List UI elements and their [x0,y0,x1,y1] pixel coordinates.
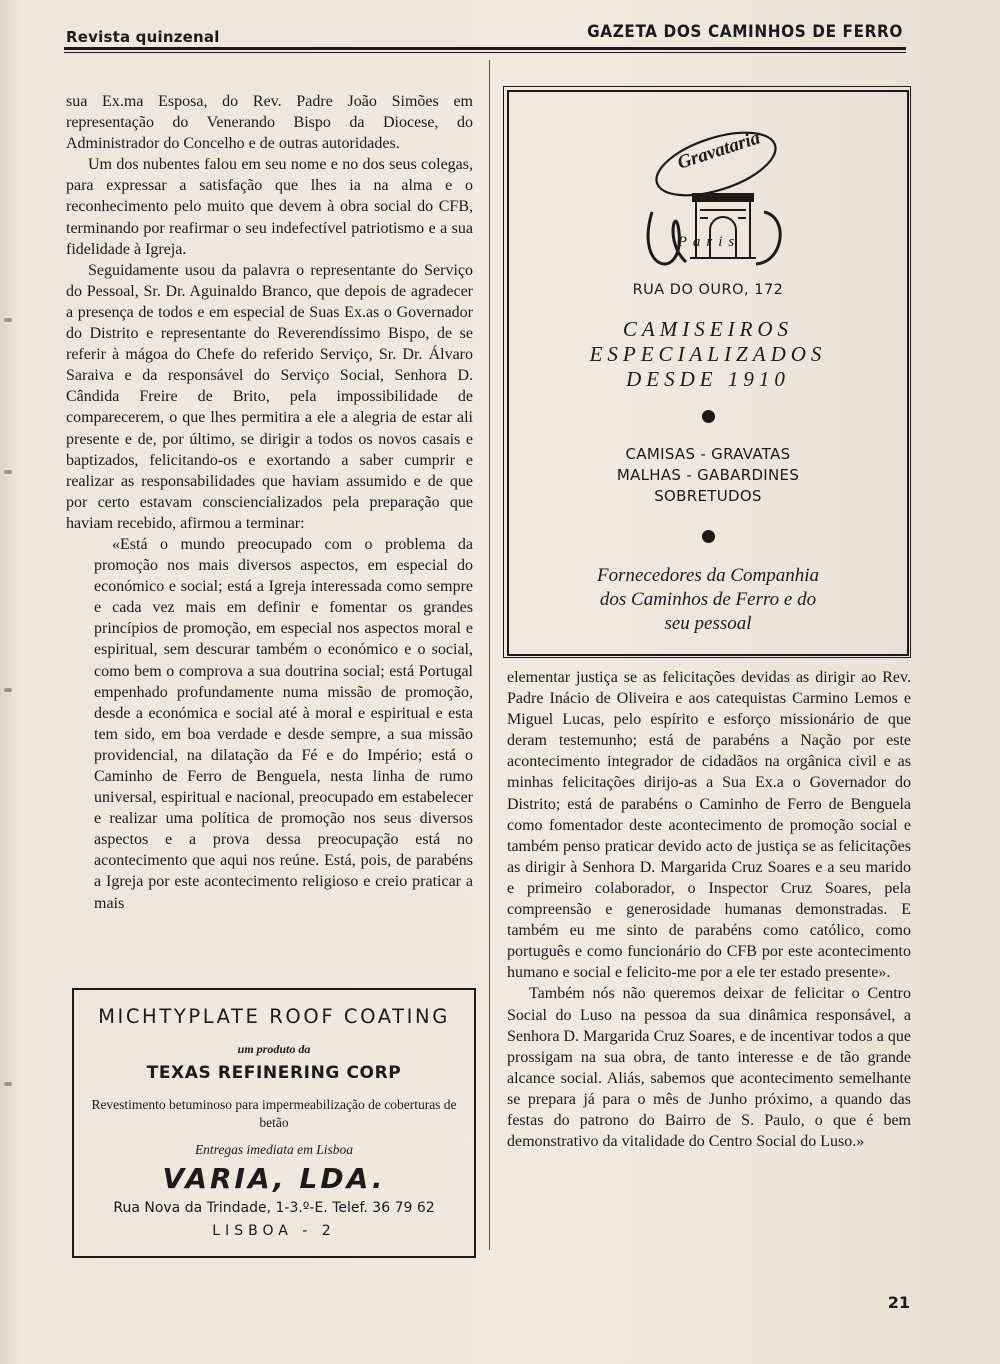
article-paragraph: elementar justiça se as felicitações devidas as dirigir ao Rev. Padre Inácio de Oliveira e aos catequistas Carmino Lemos e Miguel Lucas, pelo espírito e esforço missionário de que deram testemunho; está de parabéns a Nação por este acontecimento integrador de cidadãos na orgânica civil e as minhas felicitações dirijo-as a Sua Ex.a o Governador do Distrito; está de parabéns o Caminho de Ferro de Benguela como fomentador deste acontecimento de promoção social e também penso praticar devido acto de justiça se as felicitações as dirigir à Senhora D. Margarida Cruz Soares e a seu marido e primeiro colaborador, o Inspector Cruz Soares, pela compreensão e generosidade humanas demonstradas. E também eu me sinto de parabéns como católico, como português e como funcionário do CFB por este acontecimento humano e social e felicito-me por a ele ter estado presente». [507,669,911,982]
running-header-left: Revista quinzenal [66,28,220,46]
ad-specialty-line: DESDE 1910 [626,367,790,391]
ad-supplier-note [509,564,907,636]
article-paragraph: sua Ex.ma Esposa, do Rev. Padre João Simões em representação do Venerando Bispo da Diocese, do Administrador do Concelho e de outras autoridades. [66,93,473,153]
ad-roof-description: Revestimento betuminoso para impermeabilização de coberturas de betão [91,1097,457,1130]
bullet-dot [702,530,715,543]
ad-roof-title: MICHTYPLATE ROOF COATING [98,1005,450,1028]
ad-supplier-line: Fornecedores da Companhia [597,565,819,586]
logo-word: Gravataria [674,127,763,174]
ad-roof-subtitle: um produto da [237,1042,311,1056]
running-header-right: GAZETA DOS CAMINHOS DE FERRO [587,22,903,42]
ad-specialty-line: ESPECIALIZADOS [589,342,827,366]
ad-roof-city: LISBOA - 2 [212,1223,336,1239]
header-rule-thin [64,52,906,53]
ad-product-line: MALHAS - GABARDINES [616,466,800,484]
binding-hole-mark [4,688,12,692]
ad-specialty-line: CAMISEIROS [622,317,794,341]
binding-hole-mark [4,1082,12,1086]
article-paragraph: Um dos nubentes falou em seu nome e no dos seus colegas, para expressar a satisfação que lhes ia na alma e o reconhecimento pelo muito que devem à obra social do CFB, terminando por reafirmar o seu indefectível patriotismo e a sua fidelidade à Igreja. [66,156,473,258]
ad-address: RUA DO OURO, 172 [632,282,784,298]
page-number: 21 [887,1293,910,1312]
ad-roof-coating [72,988,476,1258]
ad-roof-delivery: Entregas imediata em Lisboa [194,1142,354,1157]
ad-product-list [509,444,907,507]
article-paragraph: Seguidamente usou da palavra o representante do Serviço do Pessoal, Sr. Dr. Aguinaldo Branco, que depois de agradecer a presença de todos e em especial de Suas Ex.as o Governador do Distrito e representante do Reverendíssimo Bispo, de se referir à mágoa do Chefe do referido Serviço, Sr. Dr. Álvaro Saraiva e da responsável do Serviço Social, Senhora D. Cândida Freire de Brito, pela impossibilidade de comparecerem, o que lhes permitira a ele a alegria de estar ali presente e de, por último, se dirigir a todos os novos casais e baptizados, felicitando-os e exortando a saber cumprir e realizar as responsabilidades que haviam assumido e de que por certo estavam consciencializados pela preparação que haviam recebido, afirmou a terminar: [66,261,473,532]
ad-roof-address: Rua Nova da Trindade, 1-3.º-E. Telef. 36 79 62 [113,1200,435,1216]
article-column-left [66,91,473,914]
binding-hole-mark [4,470,12,474]
article-column-right [507,667,911,1152]
binding-hole-mark [4,318,12,322]
ad-roof-company: TEXAS REFINERING CORP [146,1063,402,1083]
article-paragraph: Também nós não queremos deixar de felicitar o Centro Social do Luso na pessoa da sua dinâmica responsável, a Senhora D. Margarida Cruz Soares, e de incentivar todos a que prossigam na sua obra, de tanto interesse e de tão grande alcance social. Aliás, sabemos que acontecimento semelhante se prepara já para o mês de Junho próximo, a quando das festas do patrono do Bairro de S. Paulo, o que é bem demonstrativo da vitalidade do Centro Social do Luso.» [507,985,911,1151]
ad-roof-dealer: VARIA, LDA. [162,1162,386,1195]
ad-specialty [509,317,907,392]
article-paragraph: «Está o mundo preocupado com o problema da promoção nos mais diversos aspectos, em especial do económico e social; está a Igreja interessada como sempre e cada vez mais em definir e fomentar os grandes princípios de promoção, em especial nos aspectos moral e espiritual, sem descurar também o económico e o social, como bem o comprova a sua doutrina social; está Portugal empenhado profundamente numa missão de promoção, desde a económica e social até à moral e espiritual e esta tem sido, em boa verdade e desde sempre, a sua missão providencial, na dilatação da Fé e do Império; está o Caminho de Ferro de Benguela, nesta linha de rumo universal, espiritual e nacional, preocupado em estabelecer e realizar uma política de promoção nos seus diversos aspectos e a prova dessa preocupação está no acontecimento que aqui nos reúne. Está, pois, de parabéns a Igreja por este acontecimento religioso e creio praticar a mais [94,535,473,912]
ad-supplier-line: seu pessoal [664,613,752,634]
ad-supplier-line: dos Caminhos de Ferro e do [599,589,817,610]
logo-name: Paris [677,234,741,250]
header-rule [64,47,906,50]
ad-product-line: SOBRETUDOS [654,487,762,505]
bullet-dot [702,410,715,423]
column-divider [489,60,490,1250]
ad-gravataria-paris [507,90,909,656]
ad-product-line: CAMISAS - GRAVATAS [625,445,791,463]
